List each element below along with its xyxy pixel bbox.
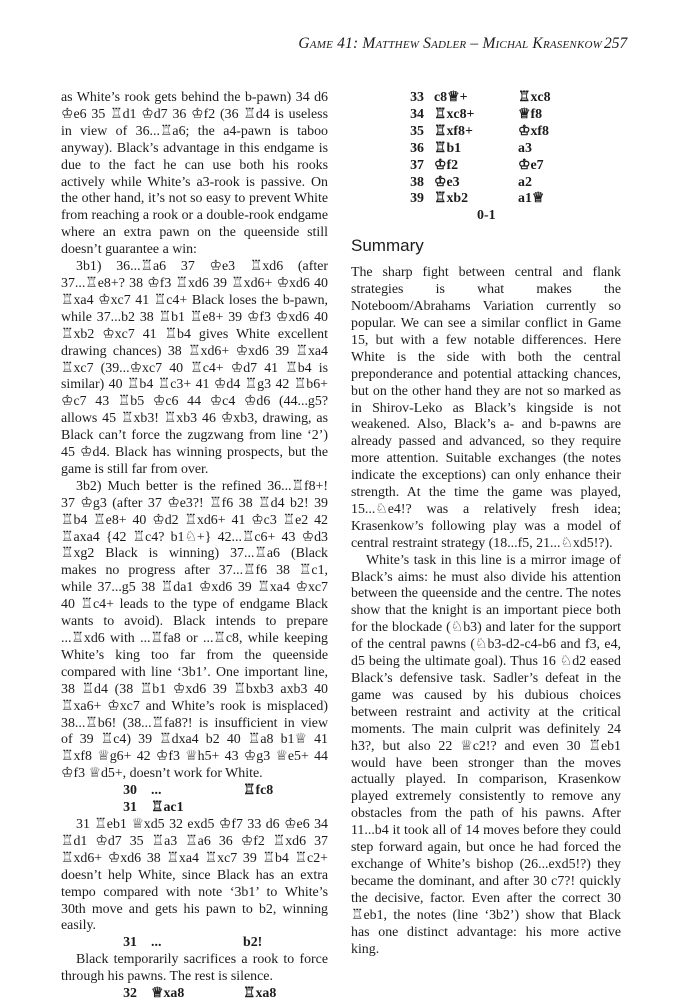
- move-line: [61, 783, 328, 800]
- paragraph: 3b2) Much better is the refined 36...♖f8+! 37 ♔g3 (after 37 ♔e3?! ♖f6 38 ♖d4 b2! 39 ♖b4 ♖e8+ 40 ♔d2 ♖xd6+ 41 ♔c3 ♖e2 42 ♖axa4 {42 ♖c4? b1♘+} 42...♖c6+ 43 ♔d3 ♖xg2 Black is winning) 37...♖a6 (Black makes no progress after 37...♖f6 38 ♖c1, while 37...g5 38 ♖da1 ♔xd6 39 ♖xa4 ♔xc7 40 ♖c4+ leads to the type of endgame Black wants to avoid). Black intends to prepare ...♖xd6 with ...♖fa8 or ...♖c8, while keeping White’s king too far from the queenside compared with line ‘3b1’. One important line, 38 ♖d4 (38 ♖b1 ♔xd6 39 ♖bxb3 axb3 40 ♖xa6+ ♔xc7 and White’s rook is misplaced) 38...♖b6! (38...♖fa8?! is insufficient in view of 39 ♖c4) 39 ♖dxa4 b2 40 ♖a8 b1♕ 41 ♖xf8 ♕g6+ 42 ♔f3 ♕h5+ 43 ♔g3 ♕e5+ 44 ♔f3 ♕d5+, doesn’t work for White.: [61, 478, 328, 782]
- left-column: [61, 90, 328, 1003]
- black-move: [243, 800, 313, 817]
- move-line: [351, 191, 621, 208]
- black-move: a2: [518, 174, 532, 190]
- move-line: [61, 800, 328, 817]
- white-move: ♖xf8+: [434, 123, 473, 139]
- move-line: [351, 124, 621, 141]
- move-line: [351, 175, 621, 192]
- move-line: [61, 986, 328, 1003]
- paragraph: The sharp fight between central and flank strategies is what makes the Noteboom/Abrahams Variation currently so popular. We can see a similar conflict in Game 15, but with a few notable differences. Here White is the side with both the central preponderance and potential attacking chances, but on the other hand they are not so marked as in Shirov-Leko as Black’s kingside is not weakened. Also, Black’s a- and b-pawns are already passed and advanced, so they require more attention. Suitable exchanges (the notes indicate the exceptions) can only enhance their strength. At the time the game was played, 15...♘e4!? was a relatively fresh idea; Krasenkow’s following play was a model of central restraint strategy (18...f5, 21...♘xd5!?).: [351, 265, 621, 551]
- section-title: Summary: [351, 236, 424, 256]
- game-result: 0-1: [477, 208, 496, 224]
- move-line: [351, 141, 621, 158]
- move-number: 39: [410, 191, 424, 207]
- move-line: [351, 90, 621, 107]
- black-move: ♔xf8: [518, 123, 549, 139]
- white-move: ...: [151, 783, 162, 799]
- white-move: ♔f2: [434, 157, 459, 173]
- move-number: 37: [410, 157, 424, 173]
- move-number: 35: [410, 123, 424, 139]
- black-move: a3: [518, 140, 532, 156]
- move-line: [61, 935, 328, 952]
- move-number: 31: [123, 800, 137, 816]
- white-move: ♕xa8: [151, 986, 185, 1002]
- move-list: [351, 90, 621, 208]
- move-number: 32: [123, 986, 137, 1002]
- move-number: 30: [123, 783, 137, 799]
- move-number: 38: [410, 174, 424, 190]
- running-title: Game 41: Matthew Sadler – Michal Krasenkow: [298, 35, 602, 52]
- paragraph: Black temporarily sacrifices a rook to force through his pawns. The rest is silence.: [61, 952, 328, 985]
- right-column: [351, 90, 621, 958]
- black-move: ♖xa8: [243, 986, 277, 1002]
- page-header: [0, 35, 674, 55]
- black-move: a1♕: [518, 191, 545, 207]
- paragraph: 31 ♖eb1 ♕xd5 32 exd5 ♔f7 33 d6 ♔e6 34 ♖d1 ♔d7 35 ♖a3 ♖a6 36 ♔f2 ♖xd6 37 ♖xd6+ ♔xd6 38 ♖xa4 ♖xc7 39 ♖b4 ♖c2+ doesn’t help White, since Black has an extra tempo compared with note ‘3b1’ to White’s 30th move and gets his pawn to b2, winning easily.: [61, 816, 328, 934]
- page-number: 257: [604, 35, 628, 52]
- white-move: ♔e3: [434, 174, 460, 190]
- white-move: c8♕+: [434, 90, 468, 105]
- paragraph: White’s task in this line is a mirror image of Black’s aims: he must also divide his attention between the queenside and the centre. The notes show that the knight is an important piece both for the blockade (♘b3) and later for the support of the central pawns (♘b3-d2-c4-b6 and f3, e4, d5 being the ultimate goal). Thus 16 ♘d2 eased Black’s defensive task. Sadler’s defeat in the game was caused by his dubious choices between restraint and activity at the critical moments. The main culprit was definitely 24 h3?, but also 22 ♕c2!? and even 30 ♖eb1 would have been stronger than the moves actually played. In comparison, Krasenkow played extremely consistently to remove any obstacles from the path of his pawns. After 11...b4 it took all of 14 moves before they could step forward again, but once he had forced the exchange of White’s bishop (26...exd5!?) they became the dominant, and after 30 c7?! quickly the decisive, factor. Even after the correct 30 ♖eb1, the notes (line ‘3b2’) show that Black has one distinct advantage: his more active king.: [351, 552, 621, 957]
- black-move: ♖fc8: [243, 783, 274, 799]
- black-move: ♖xc8: [518, 90, 551, 105]
- move-line: [351, 158, 621, 175]
- move-number: 33: [410, 90, 424, 105]
- move-line: [351, 107, 621, 124]
- move-number: 36: [410, 140, 424, 156]
- paragraph: as White’s rook gets behind the b-pawn) 34 d6 ♔e6 35 ♖d1 ♔d7 36 ♔f2 (36 ♖d4 is useless in view of 36...♖a6; the a4-pawn is taboo anyway). Black’s advantage in this endgame is due to the fact he can use both his rooks actively while White’s a3-rook is passive. On the other hand, it’s not so easy to prevent White from reaching a rook or a double-rook endgame where an extra pawn on the queenside still doesn’t guarantee a win:: [61, 90, 328, 258]
- move-number: 31: [123, 935, 137, 951]
- black-move: ♕f8: [518, 106, 543, 122]
- paragraph: 3b1) 36...♖a6 37 ♔e3 ♖xd6 (after 37...♖e8+? 38 ♔f3 ♖xd6 39 ♖xd6+ ♔xd6 40 ♖xa4 ♔xc7 41 ♖c4+ Black loses the b-pawn, while 37...b2 38 ♖b1 ♖e8+ 39 ♔f3 ♔xd6 40 ♖xb2 ♔xc7 41 ♖b4 gives White excellent drawing chances) 38 ♖xd6+ ♔xd6 39 ♖xa4 ♖xc7 (39...♔xc7 40 ♖c4+ ♔d7 41 ♖b4 is similar) 40 ♖b4 ♖c3+ 41 ♔d4 ♖g3 42 ♖b6+ ♔c7 43 ♖b5 ♔c6 44 ♔c4 ♔d6 (44...g5? allows 45 ♖xb3! ♖xb3 46 ♔xb3, drawing, as Black can’t force the zugzwang from line ‘2’) 45 ♔d4. Black has winning prospects, but the game is still far from over.: [61, 259, 328, 477]
- white-move: ♖xc8+: [434, 106, 475, 122]
- white-move: ...: [151, 935, 162, 951]
- black-move: b2!: [243, 935, 263, 951]
- white-move: ♖ac1: [151, 800, 184, 816]
- move-number: 34: [410, 106, 424, 122]
- white-move: ♖b1: [434, 140, 462, 156]
- black-move: ♔e7: [518, 157, 544, 173]
- white-move: ♖xb2: [434, 191, 469, 207]
